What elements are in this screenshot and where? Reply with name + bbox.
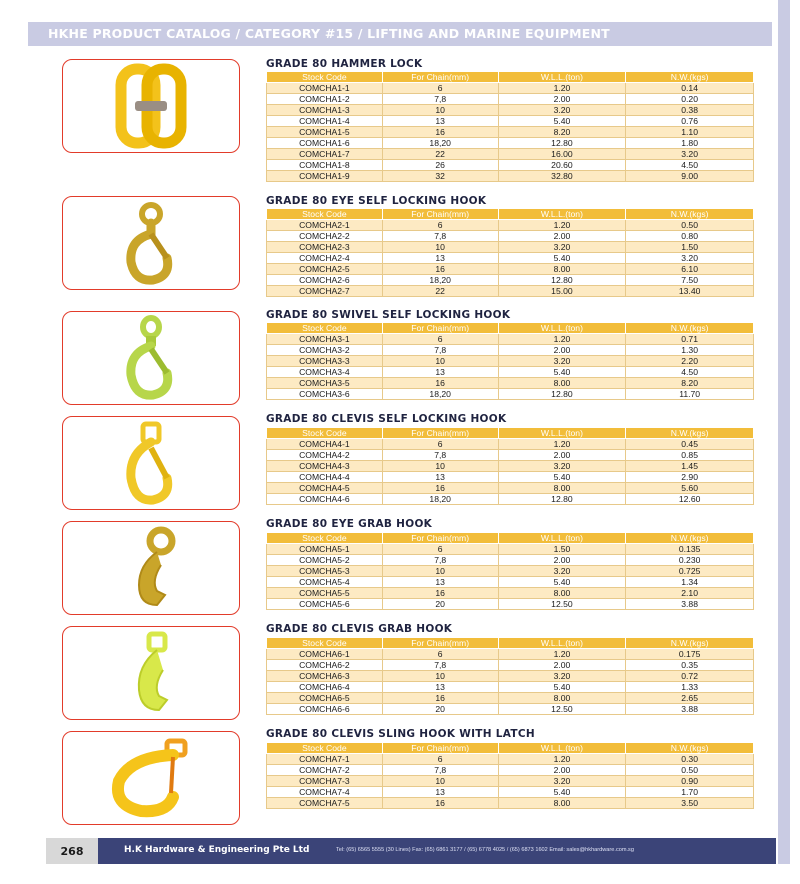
column-header: Stock Code bbox=[267, 743, 383, 754]
chain-size-cell: 10 bbox=[382, 776, 498, 787]
net-weight-cell: 2.90 bbox=[626, 472, 754, 483]
column-header: N.W.(kgs) bbox=[626, 209, 754, 220]
stock-code-cell: COMCHA3-5 bbox=[267, 378, 383, 389]
wll-cell: 2.00 bbox=[498, 94, 626, 105]
column-header: N.W.(kgs) bbox=[626, 72, 754, 83]
table-row bbox=[267, 116, 754, 127]
net-weight-cell: 7.50 bbox=[626, 275, 754, 286]
chain-size-cell: 13 bbox=[382, 367, 498, 378]
stock-code-cell: COMCHA6-4 bbox=[267, 682, 383, 693]
net-weight-cell: 0.230 bbox=[626, 555, 754, 566]
net-weight-cell: 0.14 bbox=[626, 83, 754, 94]
wll-cell: 20.60 bbox=[498, 160, 626, 171]
column-header: W.L.L.(ton) bbox=[498, 638, 626, 649]
column-header: For Chain(mm) bbox=[382, 72, 498, 83]
wll-cell: 1.20 bbox=[498, 649, 626, 660]
stock-code-cell: COMCHA1-3 bbox=[267, 105, 383, 116]
net-weight-cell: 0.85 bbox=[626, 450, 754, 461]
net-weight-cell: 1.10 bbox=[626, 127, 754, 138]
wll-cell: 2.00 bbox=[498, 231, 626, 242]
stock-code-cell: COMCHA1-9 bbox=[267, 171, 383, 182]
table-row bbox=[267, 472, 754, 483]
stock-code-cell: COMCHA1-1 bbox=[267, 83, 383, 94]
chain-size-cell: 13 bbox=[382, 682, 498, 693]
table-row bbox=[267, 242, 754, 253]
section-title: GRADE 80 SWIVEL SELF LOCKING HOOK bbox=[266, 309, 511, 321]
chain-size-cell: 18,20 bbox=[382, 138, 498, 149]
chain-size-cell: 7,8 bbox=[382, 345, 498, 356]
stock-code-cell: COMCHA5-5 bbox=[267, 588, 383, 599]
wll-cell: 3.20 bbox=[498, 356, 626, 367]
table-row bbox=[267, 544, 754, 555]
column-header: Stock Code bbox=[267, 323, 383, 334]
wll-cell: 12.80 bbox=[498, 494, 626, 505]
table-row bbox=[267, 765, 754, 776]
table-row bbox=[267, 264, 754, 275]
stock-code-cell: COMCHA3-4 bbox=[267, 367, 383, 378]
section-title: GRADE 80 EYE SELF LOCKING HOOK bbox=[266, 195, 487, 207]
stock-code-cell: COMCHA2-2 bbox=[267, 231, 383, 242]
chain-size-cell: 13 bbox=[382, 787, 498, 798]
net-weight-cell: 0.20 bbox=[626, 94, 754, 105]
net-weight-cell: 0.76 bbox=[626, 116, 754, 127]
bottom-margin bbox=[0, 864, 800, 884]
wll-cell: 5.40 bbox=[498, 367, 626, 378]
chain-size-cell: 7,8 bbox=[382, 660, 498, 671]
net-weight-cell: 4.50 bbox=[626, 367, 754, 378]
net-weight-cell: 2.10 bbox=[626, 588, 754, 599]
table-row bbox=[267, 127, 754, 138]
company-name: H.K Hardware & Engineering Pte Ltd bbox=[124, 845, 310, 855]
chain-size-cell: 10 bbox=[382, 356, 498, 367]
stock-code-cell: COMCHA4-2 bbox=[267, 450, 383, 461]
net-weight-cell: 1.45 bbox=[626, 461, 754, 472]
net-weight-cell: 3.20 bbox=[626, 253, 754, 264]
net-weight-cell: 0.71 bbox=[626, 334, 754, 345]
table-row bbox=[267, 798, 754, 809]
net-weight-cell: 1.34 bbox=[626, 577, 754, 588]
net-weight-cell: 1.30 bbox=[626, 345, 754, 356]
chain-size-cell: 10 bbox=[382, 105, 498, 116]
table-row bbox=[267, 494, 754, 505]
net-weight-cell: 11.70 bbox=[626, 389, 754, 400]
wll-cell: 1.50 bbox=[498, 544, 626, 555]
chain-size-cell: 16 bbox=[382, 483, 498, 494]
column-header: For Chain(mm) bbox=[382, 209, 498, 220]
net-weight-cell: 0.35 bbox=[626, 660, 754, 671]
net-weight-cell: 0.50 bbox=[626, 220, 754, 231]
wll-cell: 5.40 bbox=[498, 472, 626, 483]
wll-cell: 2.00 bbox=[498, 555, 626, 566]
wll-cell: 8.00 bbox=[498, 264, 626, 275]
column-header: Stock Code bbox=[267, 533, 383, 544]
net-weight-cell: 1.70 bbox=[626, 787, 754, 798]
stock-code-cell: COMCHA6-6 bbox=[267, 704, 383, 715]
table-row bbox=[267, 704, 754, 715]
wll-cell: 3.20 bbox=[498, 461, 626, 472]
column-header: N.W.(kgs) bbox=[626, 533, 754, 544]
clevis-sling-hook-icon bbox=[62, 731, 240, 825]
stock-code-cell: COMCHA2-7 bbox=[267, 286, 383, 297]
table-row bbox=[267, 461, 754, 472]
stock-code-cell: COMCHA2-5 bbox=[267, 264, 383, 275]
table-row bbox=[267, 389, 754, 400]
chain-size-cell: 16 bbox=[382, 588, 498, 599]
chain-size-cell: 6 bbox=[382, 544, 498, 555]
chain-size-cell: 10 bbox=[382, 566, 498, 577]
table-row bbox=[267, 671, 754, 682]
chain-size-cell: 22 bbox=[382, 149, 498, 160]
table-row bbox=[267, 660, 754, 671]
wll-cell: 12.80 bbox=[498, 138, 626, 149]
chain-size-cell: 10 bbox=[382, 671, 498, 682]
table-row bbox=[267, 275, 754, 286]
wll-cell: 3.20 bbox=[498, 776, 626, 787]
net-weight-cell: 1.80 bbox=[626, 138, 754, 149]
wll-cell: 5.40 bbox=[498, 682, 626, 693]
net-weight-cell: 0.90 bbox=[626, 776, 754, 787]
eye-grab-hook-icon bbox=[62, 521, 240, 615]
wll-cell: 16.00 bbox=[498, 149, 626, 160]
wll-cell: 3.20 bbox=[498, 105, 626, 116]
table-row bbox=[267, 682, 754, 693]
table-row bbox=[267, 83, 754, 94]
table-row bbox=[267, 367, 754, 378]
table-row bbox=[267, 577, 754, 588]
table-row bbox=[267, 439, 754, 450]
stock-code-cell: COMCHA6-5 bbox=[267, 693, 383, 704]
chain-size-cell: 16 bbox=[382, 693, 498, 704]
swivel-self-locking-hook-icon bbox=[62, 311, 240, 405]
wll-cell: 5.40 bbox=[498, 253, 626, 264]
stock-code-cell: COMCHA2-3 bbox=[267, 242, 383, 253]
net-weight-cell: 0.30 bbox=[626, 754, 754, 765]
stock-code-cell: COMCHA6-3 bbox=[267, 671, 383, 682]
stock-code-cell: COMCHA4-5 bbox=[267, 483, 383, 494]
clevis-grab-hook-icon bbox=[62, 626, 240, 720]
wll-cell: 12.50 bbox=[498, 704, 626, 715]
wll-cell: 1.20 bbox=[498, 83, 626, 94]
clevis-self-locking-hook-icon bbox=[62, 416, 240, 510]
net-weight-cell: 2.65 bbox=[626, 693, 754, 704]
stock-code-cell: COMCHA6-1 bbox=[267, 649, 383, 660]
chain-size-cell: 16 bbox=[382, 127, 498, 138]
column-header: N.W.(kgs) bbox=[626, 323, 754, 334]
chain-size-cell: 7,8 bbox=[382, 450, 498, 461]
column-header: N.W.(kgs) bbox=[626, 428, 754, 439]
section-title: GRADE 80 CLEVIS SLING HOOK WITH LATCH bbox=[266, 728, 535, 740]
table-row bbox=[267, 754, 754, 765]
wll-cell: 1.20 bbox=[498, 754, 626, 765]
column-header: N.W.(kgs) bbox=[626, 743, 754, 754]
spec-table bbox=[266, 427, 754, 505]
table-row bbox=[267, 345, 754, 356]
wll-cell: 1.20 bbox=[498, 220, 626, 231]
stock-code-cell: COMCHA2-4 bbox=[267, 253, 383, 264]
stock-code-cell: COMCHA5-1 bbox=[267, 544, 383, 555]
table-row bbox=[267, 334, 754, 345]
wll-cell: 2.00 bbox=[498, 765, 626, 776]
wll-cell: 12.50 bbox=[498, 599, 626, 610]
spec-table bbox=[266, 71, 754, 182]
stock-code-cell: COMCHA5-6 bbox=[267, 599, 383, 610]
wll-cell: 8.20 bbox=[498, 127, 626, 138]
table-row bbox=[267, 483, 754, 494]
table-row bbox=[267, 649, 754, 660]
net-weight-cell: 1.33 bbox=[626, 682, 754, 693]
stock-code-cell: COMCHA4-3 bbox=[267, 461, 383, 472]
wll-cell: 12.80 bbox=[498, 389, 626, 400]
table-row bbox=[267, 160, 754, 171]
table-row bbox=[267, 450, 754, 461]
chain-size-cell: 6 bbox=[382, 83, 498, 94]
net-weight-cell: 8.20 bbox=[626, 378, 754, 389]
net-weight-cell: 0.72 bbox=[626, 671, 754, 682]
chain-size-cell: 6 bbox=[382, 649, 498, 660]
wll-cell: 5.40 bbox=[498, 577, 626, 588]
wll-cell: 32.80 bbox=[498, 171, 626, 182]
chain-size-cell: 13 bbox=[382, 253, 498, 264]
stock-code-cell: COMCHA4-6 bbox=[267, 494, 383, 505]
stock-code-cell: COMCHA1-8 bbox=[267, 160, 383, 171]
section-title: GRADE 80 CLEVIS GRAB HOOK bbox=[266, 623, 453, 635]
net-weight-cell: 0.80 bbox=[626, 231, 754, 242]
stock-code-cell: COMCHA7-3 bbox=[267, 776, 383, 787]
chain-size-cell: 10 bbox=[382, 461, 498, 472]
wll-cell: 1.20 bbox=[498, 439, 626, 450]
chain-size-cell: 13 bbox=[382, 116, 498, 127]
column-header: For Chain(mm) bbox=[382, 638, 498, 649]
top-margin bbox=[0, 0, 800, 22]
stock-code-cell: COMCHA5-3 bbox=[267, 566, 383, 577]
column-header: For Chain(mm) bbox=[382, 428, 498, 439]
net-weight-cell: 3.50 bbox=[626, 798, 754, 809]
wll-cell: 3.20 bbox=[498, 242, 626, 253]
stock-code-cell: COMCHA5-4 bbox=[267, 577, 383, 588]
chain-size-cell: 16 bbox=[382, 798, 498, 809]
spec-table bbox=[266, 637, 754, 715]
column-header: For Chain(mm) bbox=[382, 533, 498, 544]
stock-code-cell: COMCHA6-2 bbox=[267, 660, 383, 671]
column-header: Stock Code bbox=[267, 638, 383, 649]
spec-table bbox=[266, 322, 754, 400]
wll-cell: 8.00 bbox=[498, 483, 626, 494]
chain-size-cell: 7,8 bbox=[382, 231, 498, 242]
wll-cell: 3.20 bbox=[498, 671, 626, 682]
net-weight-cell: 12.60 bbox=[626, 494, 754, 505]
chain-size-cell: 20 bbox=[382, 704, 498, 715]
column-header: Stock Code bbox=[267, 72, 383, 83]
wll-cell: 2.00 bbox=[498, 660, 626, 671]
column-header: W.L.L.(ton) bbox=[498, 743, 626, 754]
chain-size-cell: 6 bbox=[382, 439, 498, 450]
chain-size-cell: 6 bbox=[382, 754, 498, 765]
stock-code-cell: COMCHA7-1 bbox=[267, 754, 383, 765]
table-row bbox=[267, 105, 754, 116]
net-weight-cell: 0.50 bbox=[626, 765, 754, 776]
table-row bbox=[267, 787, 754, 798]
stock-code-cell: COMCHA1-5 bbox=[267, 127, 383, 138]
stock-code-cell: COMCHA5-2 bbox=[267, 555, 383, 566]
net-weight-cell: 5.60 bbox=[626, 483, 754, 494]
net-weight-cell: 0.45 bbox=[626, 439, 754, 450]
wll-cell: 2.00 bbox=[498, 450, 626, 461]
stock-code-cell: COMCHA7-2 bbox=[267, 765, 383, 776]
section-title: GRADE 80 CLEVIS SELF LOCKING HOOK bbox=[266, 413, 507, 425]
right-side-strip bbox=[778, 0, 790, 884]
chain-size-cell: 32 bbox=[382, 171, 498, 182]
spec-table bbox=[266, 532, 754, 610]
section-title: GRADE 80 HAMMER LOCK bbox=[266, 58, 423, 70]
column-header: W.L.L.(ton) bbox=[498, 428, 626, 439]
table-row bbox=[267, 599, 754, 610]
stock-code-cell: COMCHA3-3 bbox=[267, 356, 383, 367]
chain-size-cell: 13 bbox=[382, 577, 498, 588]
net-weight-cell: 2.20 bbox=[626, 356, 754, 367]
wll-cell: 5.40 bbox=[498, 116, 626, 127]
column-header: Stock Code bbox=[267, 428, 383, 439]
table-row bbox=[267, 776, 754, 787]
stock-code-cell: COMCHA7-4 bbox=[267, 787, 383, 798]
net-weight-cell: 3.88 bbox=[626, 704, 754, 715]
chain-size-cell: 6 bbox=[382, 220, 498, 231]
page-title: HKHE PRODUCT CATALOG / CATEGORY #15 / LIFTING AND MARINE EQUIPMENT bbox=[48, 26, 610, 41]
net-weight-cell: 13.40 bbox=[626, 286, 754, 297]
wll-cell: 3.20 bbox=[498, 566, 626, 577]
column-header: Stock Code bbox=[267, 209, 383, 220]
stock-code-cell: COMCHA3-1 bbox=[267, 334, 383, 345]
column-header: N.W.(kgs) bbox=[626, 638, 754, 649]
table-row bbox=[267, 171, 754, 182]
section-title: GRADE 80 EYE GRAB HOOK bbox=[266, 518, 433, 530]
net-weight-cell: 0.38 bbox=[626, 105, 754, 116]
table-row bbox=[267, 253, 754, 264]
column-header: W.L.L.(ton) bbox=[498, 72, 626, 83]
chain-size-cell: 18,20 bbox=[382, 275, 498, 286]
column-header: For Chain(mm) bbox=[382, 743, 498, 754]
spec-table bbox=[266, 742, 754, 809]
wll-cell: 8.00 bbox=[498, 588, 626, 599]
chain-size-cell: 16 bbox=[382, 264, 498, 275]
net-weight-cell: 9.00 bbox=[626, 171, 754, 182]
table-row bbox=[267, 693, 754, 704]
chain-size-cell: 22 bbox=[382, 286, 498, 297]
chain-size-cell: 7,8 bbox=[382, 94, 498, 105]
chain-size-cell: 10 bbox=[382, 242, 498, 253]
stock-code-cell: COMCHA1-6 bbox=[267, 138, 383, 149]
chain-size-cell: 20 bbox=[382, 599, 498, 610]
net-weight-cell: 0.725 bbox=[626, 566, 754, 577]
table-row bbox=[267, 149, 754, 160]
chain-size-cell: 6 bbox=[382, 334, 498, 345]
contact-info: Tel: (65) 6565 5555 (30 Lines) Fax: (65) 6861 3177 / (65) 6778 4025 / (65) 6873 1602 Email: sales@hkhardware.com.sg bbox=[336, 847, 634, 853]
column-header: W.L.L.(ton) bbox=[498, 209, 626, 220]
wll-cell: 5.40 bbox=[498, 787, 626, 798]
stock-code-cell: COMCHA1-4 bbox=[267, 116, 383, 127]
hammer-lock-icon bbox=[62, 59, 240, 153]
chain-size-cell: 18,20 bbox=[382, 389, 498, 400]
wll-cell: 8.00 bbox=[498, 378, 626, 389]
table-row bbox=[267, 138, 754, 149]
column-header: W.L.L.(ton) bbox=[498, 323, 626, 334]
stock-code-cell: COMCHA1-2 bbox=[267, 94, 383, 105]
net-weight-cell: 0.135 bbox=[626, 544, 754, 555]
table-row bbox=[267, 220, 754, 231]
column-header: For Chain(mm) bbox=[382, 323, 498, 334]
stock-code-cell: COMCHA4-1 bbox=[267, 439, 383, 450]
spec-table bbox=[266, 208, 754, 297]
table-row bbox=[267, 286, 754, 297]
chain-size-cell: 16 bbox=[382, 378, 498, 389]
chain-size-cell: 18,20 bbox=[382, 494, 498, 505]
stock-code-cell: COMCHA2-6 bbox=[267, 275, 383, 286]
stock-code-cell: COMCHA4-4 bbox=[267, 472, 383, 483]
wll-cell: 2.00 bbox=[498, 345, 626, 356]
wll-cell: 8.00 bbox=[498, 798, 626, 809]
table-row bbox=[267, 555, 754, 566]
net-weight-cell: 1.50 bbox=[626, 242, 754, 253]
stock-code-cell: COMCHA3-2 bbox=[267, 345, 383, 356]
net-weight-cell: 3.20 bbox=[626, 149, 754, 160]
wll-cell: 12.80 bbox=[498, 275, 626, 286]
net-weight-cell: 0.175 bbox=[626, 649, 754, 660]
table-row bbox=[267, 566, 754, 577]
chain-size-cell: 13 bbox=[382, 472, 498, 483]
wll-cell: 15.00 bbox=[498, 286, 626, 297]
chain-size-cell: 7,8 bbox=[382, 765, 498, 776]
chain-size-cell: 26 bbox=[382, 160, 498, 171]
table-row bbox=[267, 231, 754, 242]
table-row bbox=[267, 356, 754, 367]
table-row bbox=[267, 378, 754, 389]
table-row bbox=[267, 94, 754, 105]
stock-code-cell: COMCHA1-7 bbox=[267, 149, 383, 160]
stock-code-cell: COMCHA2-1 bbox=[267, 220, 383, 231]
stock-code-cell: COMCHA3-6 bbox=[267, 389, 383, 400]
wll-cell: 8.00 bbox=[498, 693, 626, 704]
net-weight-cell: 6.10 bbox=[626, 264, 754, 275]
wll-cell: 1.20 bbox=[498, 334, 626, 345]
stock-code-cell: COMCHA7-5 bbox=[267, 798, 383, 809]
net-weight-cell: 3.88 bbox=[626, 599, 754, 610]
column-header: W.L.L.(ton) bbox=[498, 533, 626, 544]
table-row bbox=[267, 588, 754, 599]
chain-size-cell: 7,8 bbox=[382, 555, 498, 566]
net-weight-cell: 4.50 bbox=[626, 160, 754, 171]
eye-self-locking-hook-icon bbox=[62, 196, 240, 290]
page-number: 268 bbox=[46, 838, 98, 864]
